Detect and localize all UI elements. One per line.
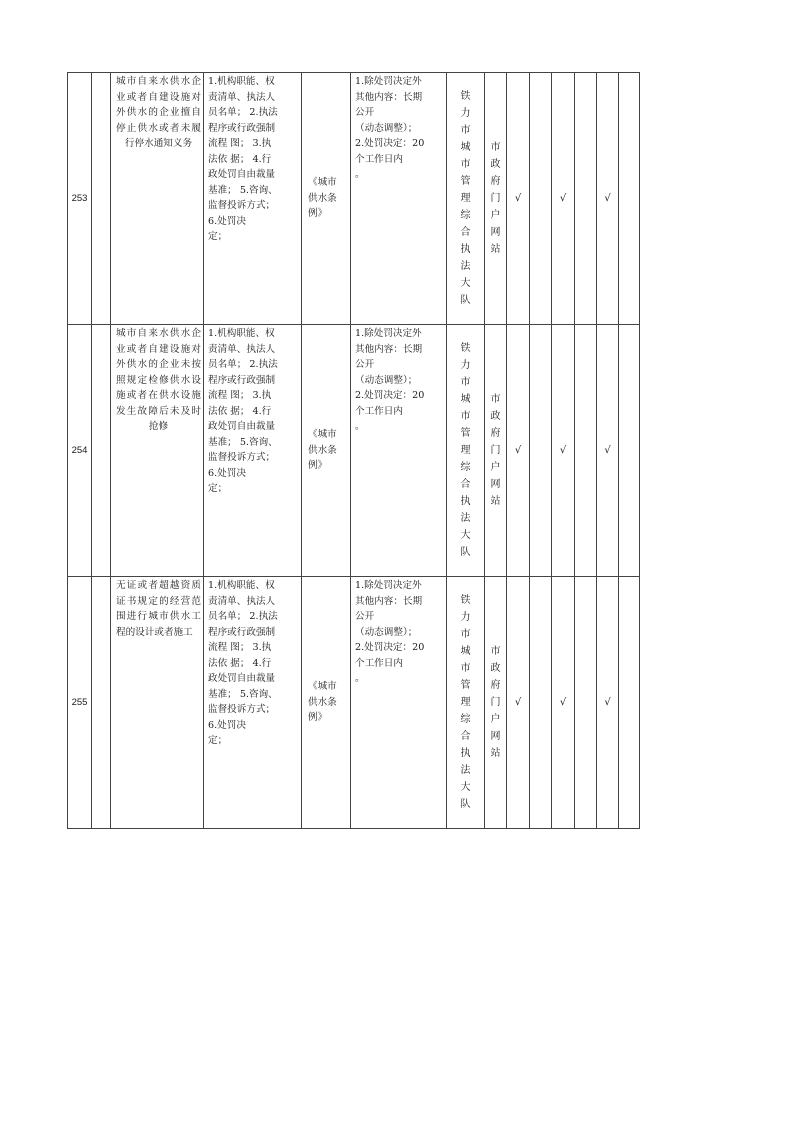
basis-line: 《城市	[308, 429, 337, 441]
disclosure-subject	[447, 325, 485, 577]
content-line: 1.机构职能、权	[208, 76, 275, 87]
check-cell: √	[507, 577, 530, 829]
content-line: 6.处罚决	[208, 215, 246, 227]
check-cell	[575, 325, 597, 577]
check-cell	[575, 73, 597, 325]
table-row	[68, 577, 640, 829]
check-cell	[530, 73, 552, 325]
check-cell: √	[552, 325, 575, 577]
basis-line: 例》	[308, 712, 328, 724]
disclosure-table	[67, 72, 640, 829]
basis-line: 《城市	[308, 681, 337, 693]
deadline-line: 其他内容：长期	[355, 595, 423, 607]
deadline-line: （动态调整）；	[355, 626, 418, 638]
deadline-line: 公开	[355, 359, 375, 370]
deadline-line: （动态调整）；	[355, 122, 418, 134]
content-line: 程序或行政强制	[208, 626, 276, 638]
channel-text: 市政府门户网站	[490, 142, 501, 255]
channel-text: 市政府门户网站	[490, 646, 501, 759]
check-cell	[575, 577, 597, 829]
check-cell	[619, 325, 640, 577]
content-line: 政处罚自由裁量	[208, 673, 276, 684]
item-name: 城市自来水供水企业或者自建设施对外供水的企业未按照规定检修供水设施或者在供水设施发生故障后未及时抢修	[111, 325, 204, 577]
content-line: 监督投诉方式；	[208, 200, 276, 211]
content-line: 流程 图； 3.执	[208, 138, 272, 149]
check-cell	[619, 73, 640, 325]
table-body	[68, 73, 640, 829]
subject-text: 铁力市城市管理综合执法大队	[460, 91, 471, 306]
deadline-line: 。	[355, 673, 365, 684]
deadline-line: 其他内容：长期	[355, 343, 423, 355]
disclosure-deadline	[351, 73, 447, 325]
disclosure-content	[204, 577, 302, 829]
check-cell: √	[552, 577, 575, 829]
spacer-cell	[92, 73, 111, 325]
deadline-line: 公开	[355, 107, 375, 118]
content-line: 程序或行政强制	[208, 122, 276, 134]
content-line: 定；	[208, 483, 228, 494]
check-cell	[530, 577, 552, 829]
content-line: 员名单； 2.执法	[208, 611, 278, 622]
content-line: 政处罚自由裁量	[208, 169, 276, 180]
check-cell: √	[597, 577, 619, 829]
content-line: 1.机构职能、权	[208, 328, 275, 339]
disclosure-channel	[485, 577, 507, 829]
deadline-line: 个工作日内	[355, 657, 403, 669]
item-name: 无证或者超越资质证书规定的经营范围进行城市供水工程的设计或者施工	[111, 577, 204, 829]
basis-line: 供水条	[308, 192, 337, 204]
content-line: 6.处罚决	[208, 467, 246, 479]
content-line: 流程 图； 3.执	[208, 642, 272, 653]
content-line: 责清单、执法人	[208, 343, 276, 355]
content-line: 基准； 5.咨询、	[208, 436, 278, 448]
table-row	[68, 73, 640, 325]
deadline-line: 1.除处罚决定外	[355, 76, 422, 87]
disclosure-subject	[447, 73, 485, 325]
content-line: 法依 据； 4.行	[208, 405, 272, 417]
basis-line: 供水条	[308, 696, 337, 708]
deadline-line: 2.处罚决定：20	[355, 642, 425, 653]
channel-text: 市政府门户网站	[490, 394, 501, 507]
deadline-line: 公开	[355, 611, 375, 622]
content-line: 流程 图； 3.执	[208, 390, 272, 401]
deadline-line: 1.除处罚决定外	[355, 580, 422, 591]
row-number: 255	[68, 577, 92, 829]
content-line: 基准； 5.咨询、	[208, 184, 278, 196]
basis-line: 供水条	[308, 444, 337, 456]
subject-text: 铁力市城市管理综合执法大队	[460, 343, 471, 558]
basis-line: 《城市	[308, 177, 337, 189]
check-cell: √	[552, 73, 575, 325]
deadline-line: 2.处罚决定：20	[355, 390, 425, 401]
check-cell: √	[597, 325, 619, 577]
check-cell	[619, 577, 640, 829]
check-cell: √	[597, 73, 619, 325]
deadline-line: 。	[355, 421, 365, 432]
deadline-line: 。	[355, 169, 365, 180]
content-line: 员名单； 2.执法	[208, 107, 278, 118]
content-line: 责清单、执法人	[208, 91, 276, 103]
row-number: 253	[68, 73, 92, 325]
content-line: 定；	[208, 231, 228, 242]
content-line: 责清单、执法人	[208, 595, 276, 607]
spacer-cell	[92, 577, 111, 829]
disclosure-content	[204, 73, 302, 325]
content-line: 基准； 5.咨询、	[208, 688, 278, 700]
table-row	[68, 325, 640, 577]
basis-line: 例》	[308, 460, 328, 472]
legal-basis	[302, 325, 351, 577]
deadline-line: 其他内容：长期	[355, 91, 423, 103]
disclosure-deadline	[351, 325, 447, 577]
disclosure-deadline	[351, 577, 447, 829]
deadline-line: 个工作日内	[355, 405, 403, 417]
content-line: 6.处罚决	[208, 719, 246, 731]
content-line: 程序或行政强制	[208, 374, 276, 386]
check-cell	[530, 325, 552, 577]
deadline-line: 个工作日内	[355, 153, 403, 165]
check-cell: √	[507, 73, 530, 325]
disclosure-channel	[485, 325, 507, 577]
content-line: 监督投诉方式；	[208, 704, 276, 715]
subject-text: 铁力市城市管理综合执法大队	[460, 595, 471, 810]
deadline-line: 1.除处罚决定外	[355, 328, 422, 339]
content-line: 员名单； 2.执法	[208, 359, 278, 370]
content-line: 政处罚自由裁量	[208, 421, 276, 432]
deadline-line: （动态调整）；	[355, 374, 418, 386]
disclosure-subject	[447, 577, 485, 829]
legal-basis	[302, 577, 351, 829]
disclosure-channel	[485, 73, 507, 325]
check-cell: √	[507, 325, 530, 577]
legal-basis	[302, 73, 351, 325]
row-number: 254	[68, 325, 92, 577]
content-line: 监督投诉方式；	[208, 452, 276, 463]
disclosure-content	[204, 325, 302, 577]
item-name: 城市自来水供水企业或者自建设施对外供水的企业擅自停止供水或者未履行停水通知义务	[111, 73, 204, 325]
basis-line: 例》	[308, 208, 328, 220]
spacer-cell	[92, 325, 111, 577]
content-line: 法依 据； 4.行	[208, 657, 272, 669]
content-line: 1.机构职能、权	[208, 580, 275, 591]
content-line: 定；	[208, 735, 228, 746]
content-line: 法依 据； 4.行	[208, 153, 272, 165]
deadline-line: 2.处罚决定：20	[355, 138, 425, 149]
